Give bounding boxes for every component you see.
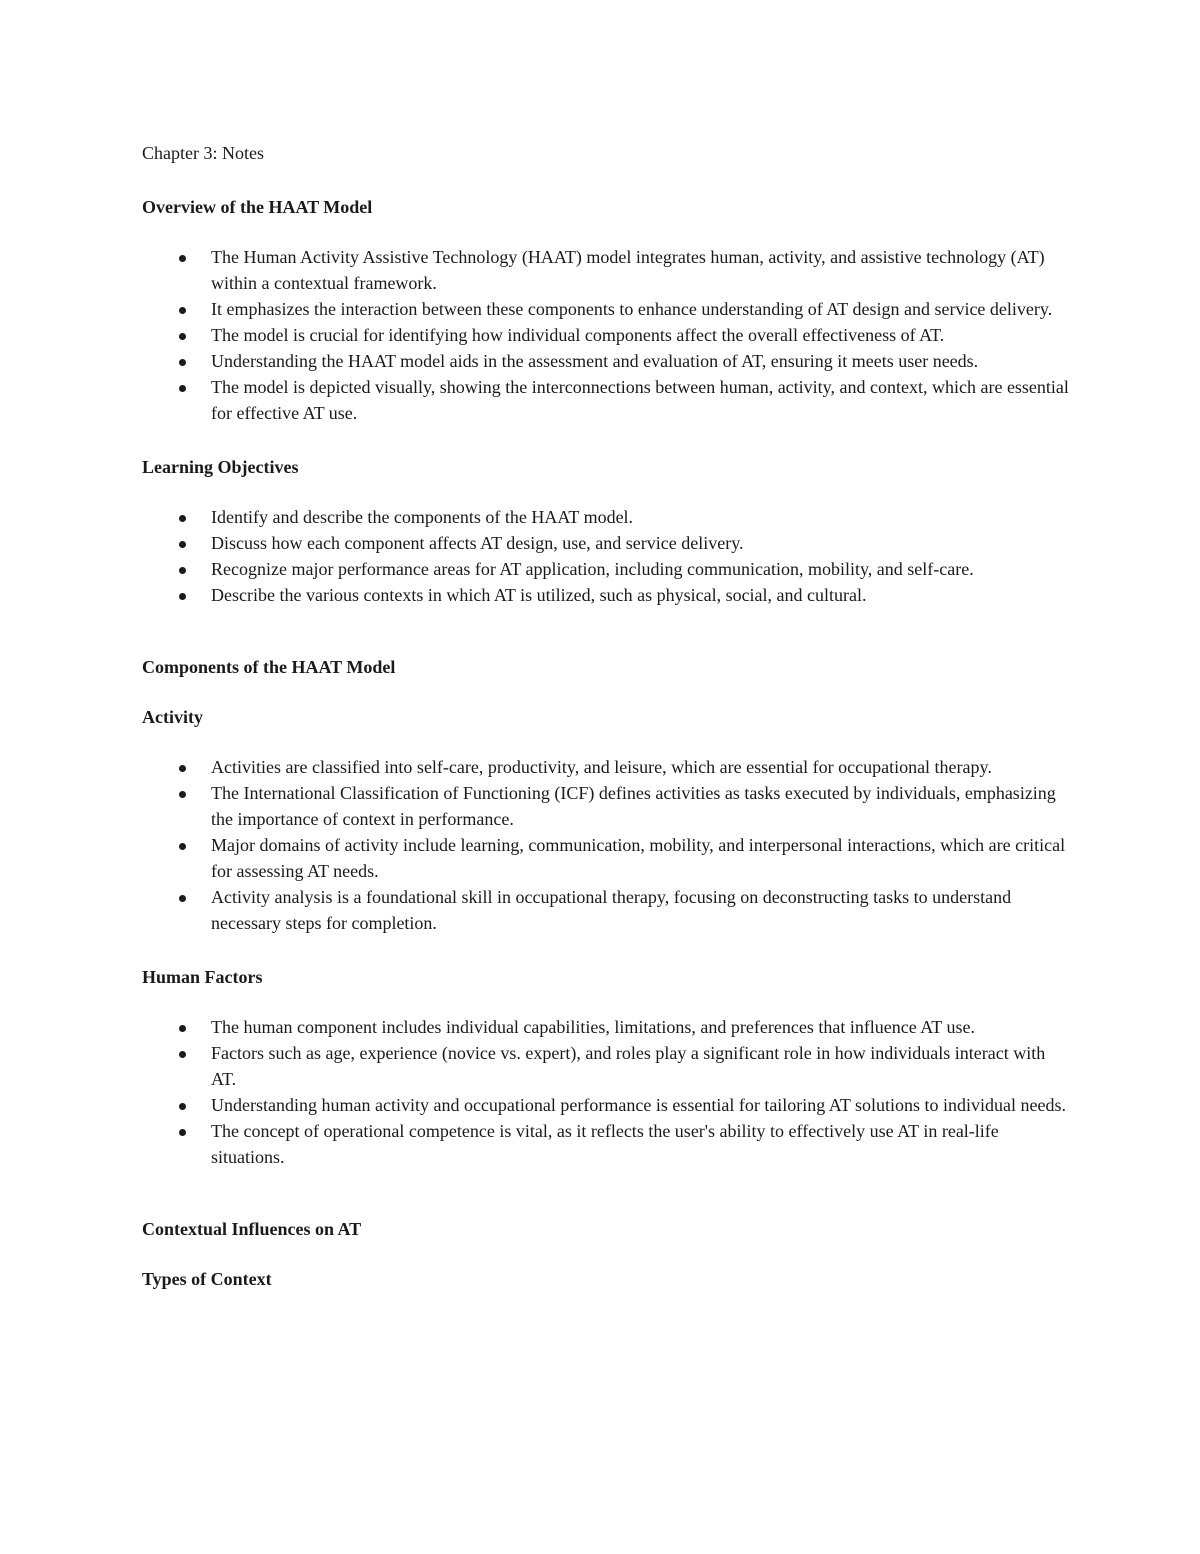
bullet-icon [179,1103,186,1110]
list-item [142,1092,1072,1118]
bullet-icon [179,765,186,772]
list-item-text: The International Classification of Functioning (ICF) defines activities as tasks executed by individuals, emphasizing the importance of context in performance. [211,783,1056,829]
section-heading-activity: Activity [142,707,203,727]
list-item-text: Understanding the HAAT model aids in the assessment and evaluation of AT, ensuring it meets user needs. [211,351,979,371]
bullet-icon [179,333,186,340]
bullet-icon [179,791,186,798]
list-item [142,1014,1072,1040]
list-item-text: Understanding human activity and occupational performance is essential for tailoring AT solutions to individual needs. [211,1095,1066,1115]
list-item-text: Major domains of activity include learning, communication, mobility, and interpersonal interactions, which are critical for assessing AT needs. [211,835,1066,881]
list-item-text: Describe the various contexts in which AT is utilized, such as physical, social, and cultural. [211,585,867,605]
list-item [142,504,1072,530]
bullet-list-human-factors [142,1014,1072,1170]
list-item-text: The concept of operational competence is vital, as it reflects the user's ability to effectively use AT in real-life situations. [211,1121,999,1167]
list-item-text: The Human Activity Assistive Technology (HAAT) model integrates human, activity, and assistive technology (AT) within a contextual framework. [211,247,1045,293]
bullet-list-activity [142,754,1072,936]
list-item [142,582,1072,608]
section-heading-contextual-influences: Contextual Influences on AT [142,1219,362,1239]
list-item-text: Identify and describe the components of the HAAT model. [211,507,634,527]
list-item [142,296,1072,322]
section-heading-overview: Overview of the HAAT Model [142,197,373,217]
bullet-icon [179,567,186,574]
section-heading-components: Components of the HAAT Model [142,657,396,677]
list-item-text: Recognize major performance areas for AT application, including communication, mobility, and self-care. [211,559,974,579]
list-item [142,556,1072,582]
list-item [142,780,1072,832]
list-item [142,374,1072,426]
bullet-icon [179,1051,186,1058]
list-item [142,884,1072,936]
list-item-text: Factors such as age, experience (novice vs. expert), and roles play a significant role in how individuals interact with AT. [211,1043,1046,1089]
list-item-text: The model is crucial for identifying how individual components affect the overall effectiveness of AT. [211,325,945,345]
list-item [142,530,1072,556]
bullet-icon [179,515,186,522]
list-item-text: Activity analysis is a foundational skill in occupational therapy, focusing on deconstructing tasks to understand necessary steps for completion. [211,887,1012,933]
list-item [142,832,1072,884]
list-item [142,244,1072,296]
bullet-list-overview [142,244,1072,426]
bullet-icon [179,843,186,850]
list-item [142,1118,1072,1170]
document-title: Chapter 3: Notes [142,143,264,163]
bullet-icon [179,255,186,262]
bullet-icon [179,385,186,392]
bullet-icon [179,359,186,366]
section-heading-learning-objectives: Learning Objectives [142,457,299,477]
bullet-icon [179,895,186,902]
document-page [142,140,1072,1316]
bullet-icon [179,1025,186,1032]
list-item [142,322,1072,348]
bullet-list-learning-objectives [142,504,1072,608]
bullet-icon [179,593,186,600]
list-item [142,754,1072,780]
list-item-text: It emphasizes the interaction between these components to enhance understanding of AT design and service delivery. [211,299,1053,319]
section-heading-human-factors: Human Factors [142,967,263,987]
list-item-text: The human component includes individual capabilities, limitations, and preferences that influence AT use. [211,1017,975,1037]
list-item-text: The model is depicted visually, showing the interconnections between human, activity, and context, which are essential for effective AT use. [211,377,1069,423]
bullet-icon [179,307,186,314]
list-item [142,348,1072,374]
list-item [142,1040,1072,1092]
bullet-icon [179,1129,186,1136]
section-heading-types-of-context: Types of Context [142,1269,272,1289]
list-item-text: Activities are classified into self-care, productivity, and leisure, which are essential for occupational therapy. [211,757,992,777]
bullet-icon [179,541,186,548]
list-item-text: Discuss how each component affects AT design, use, and service delivery. [211,533,744,553]
